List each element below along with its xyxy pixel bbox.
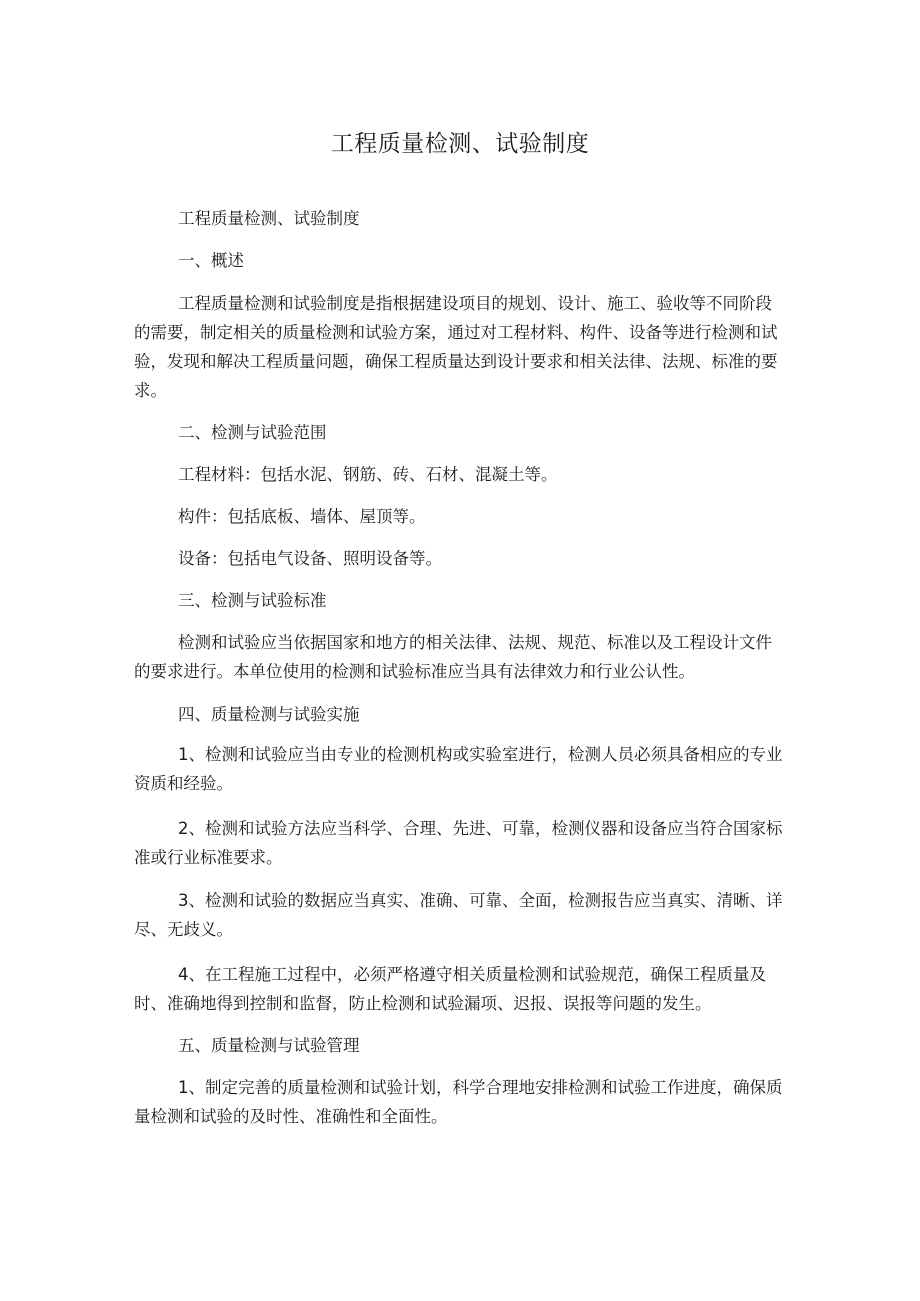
overview-paragraph: 工程质量检测和试验制度是指根据建设项目的规划、设计、施工、验收等不同阶段的需要，制定相关的质量检测和试验方案，通过对工程材料、构件、设备等进行检测和试验，发现和解决工程质量问题，确保工程质量达到设计要求和相关法律、法规、标准的要求。 bbox=[134, 294, 778, 400]
document-title: 工程质量检测、试验制度 bbox=[330, 131, 590, 157]
implementation-item-1: 1、检测和试验应当由专业的检测机构或实验室进行，检测人员必须具备相应的专业资质和经验。 bbox=[134, 745, 783, 793]
section-heading-standards: 三、检测与试验标准 bbox=[178, 591, 327, 610]
section-heading-implementation: 四、质量检测与试验实施 bbox=[178, 705, 360, 724]
section-heading-scope: 二、检测与试验范围 bbox=[178, 423, 327, 442]
scope-item-components: 构件：包括底板、墙体、屋顶等。 bbox=[178, 507, 426, 526]
section-heading-overview: 一、概述 bbox=[178, 251, 244, 270]
scope-item-equipment: 设备：包括电气设备、照明设备等。 bbox=[178, 549, 442, 568]
standards-paragraph: 检测和试验应当依据国家和地方的相关法律、法规、规范、标准以及工程设计文件的要求进行。本单位使用的检测和试验标准应当具有法律效力和行业公认性。 bbox=[134, 633, 772, 681]
section-heading-management: 五、质量检测与试验管理 bbox=[178, 1036, 360, 1055]
implementation-item-3: 3、检测和试验的数据应当真实、准确、可靠、全面，检测报告应当真实、清晰、详尽、无歧义。 bbox=[134, 891, 783, 939]
implementation-item-4: 4、在工程施工过程中，必须严格遵守相关质量检测和试验规范，确保工程质量及时、准确地得到控制和监督，防止检测和试验漏项、迟报、误报等问题的发生。 bbox=[134, 965, 766, 1013]
scope-item-materials: 工程材料：包括水泥、钢筋、砖、石材、混凝土等。 bbox=[178, 465, 558, 484]
implementation-item-2: 2、检测和试验方法应当科学、合理、先进、可靠，检测仪器和设备应当符合国家标准或行业标准要求。 bbox=[134, 819, 783, 867]
document-subtitle: 工程质量检测、试验制度 bbox=[178, 209, 360, 228]
management-item-1: 1、制定完善的质量检测和试验计划，科学合理地安排检测和试验工作进度，确保质量检测和试验的及时性、准确性和全面性。 bbox=[134, 1078, 783, 1126]
